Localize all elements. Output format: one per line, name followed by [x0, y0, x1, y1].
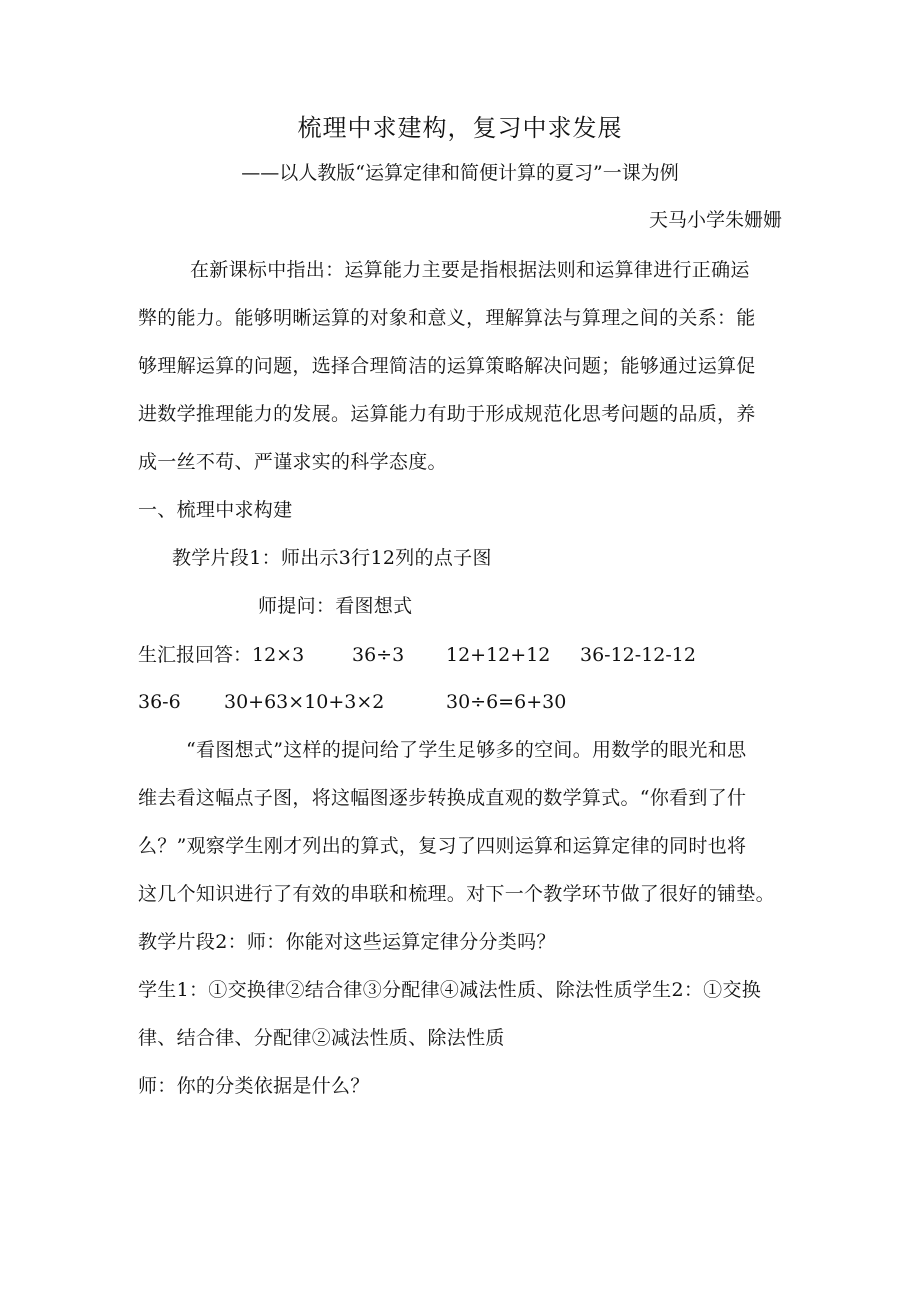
answer-item: 36-12-12-12	[580, 644, 696, 666]
intro-line-4: 进数学推理能力的发展。运算能力有助于形成规范化思考问题的品质，养	[138, 403, 756, 425]
comment-line-4: 这几个知识进行了有效的串联和梳理。对下一个教学环节做了很好的铺垫。	[138, 883, 775, 905]
comment-line-1: “看图想式”这样的提问给了学生足够多的空间。用数学的眼光和思	[186, 739, 747, 761]
answers-label: 生汇报回答：12×3	[138, 644, 305, 666]
section-heading: 一、梳理中求构建	[138, 499, 293, 521]
teaching-segment-1: 教学片段1：师出示3行12列的点子图	[172, 547, 492, 569]
answer-item: 36÷3	[352, 644, 405, 666]
answer-item: 12+12+12	[446, 644, 551, 666]
intro-line-5: 成一丝不苟、严谨求实的科学态度。	[138, 451, 447, 473]
intro-line-3: 够理解运算的问题，选择合理简洁的运算策略解决问题；能够通过运算促	[138, 355, 756, 377]
teacher-followup: 师：你的分类依据是什么？	[138, 1075, 370, 1097]
answer-item: 30÷6=6+30	[446, 691, 567, 713]
student-answer-line-1: 学生1：①交换律②结合律③分配律④减法性质、除法性质学生2：①交换	[138, 979, 762, 1001]
teacher-question: 师提问：看图想式	[258, 595, 413, 617]
teaching-segment-2: 教学片段2：师：你能对这些运算定律分分类吗？	[138, 931, 556, 953]
document-subtitle: ——以人教版“运算定律和简便计算的夏习”一课为例	[241, 162, 679, 184]
comment-line-3: 么？”观察学生刚才列出的算式，复习了四则运算和运算定律的同时也将	[138, 835, 747, 857]
intro-line-1: 在新课标中指出：运算能力主要是指根据法则和运算律进行正确运	[190, 259, 750, 281]
author-name: 天马小学朱姗姗	[648, 209, 782, 231]
document-title: 梳理中求建构，复习中求发展	[297, 114, 623, 142]
answer-item: 36-6	[138, 691, 181, 713]
student-answer-line-2: 律、结合律、分配律②减法性质、除法性质	[138, 1027, 505, 1049]
intro-line-2: 弊的能力。能够明晰运算的对象和意义，理解算法与算理之间的关系：能	[138, 307, 756, 329]
answer-item: 30+63×10+3×2	[224, 691, 385, 713]
comment-line-2: 维去看这幅点子图，将这幅图逐步转换成直观的数学算式。“你看到了什	[138, 787, 747, 809]
